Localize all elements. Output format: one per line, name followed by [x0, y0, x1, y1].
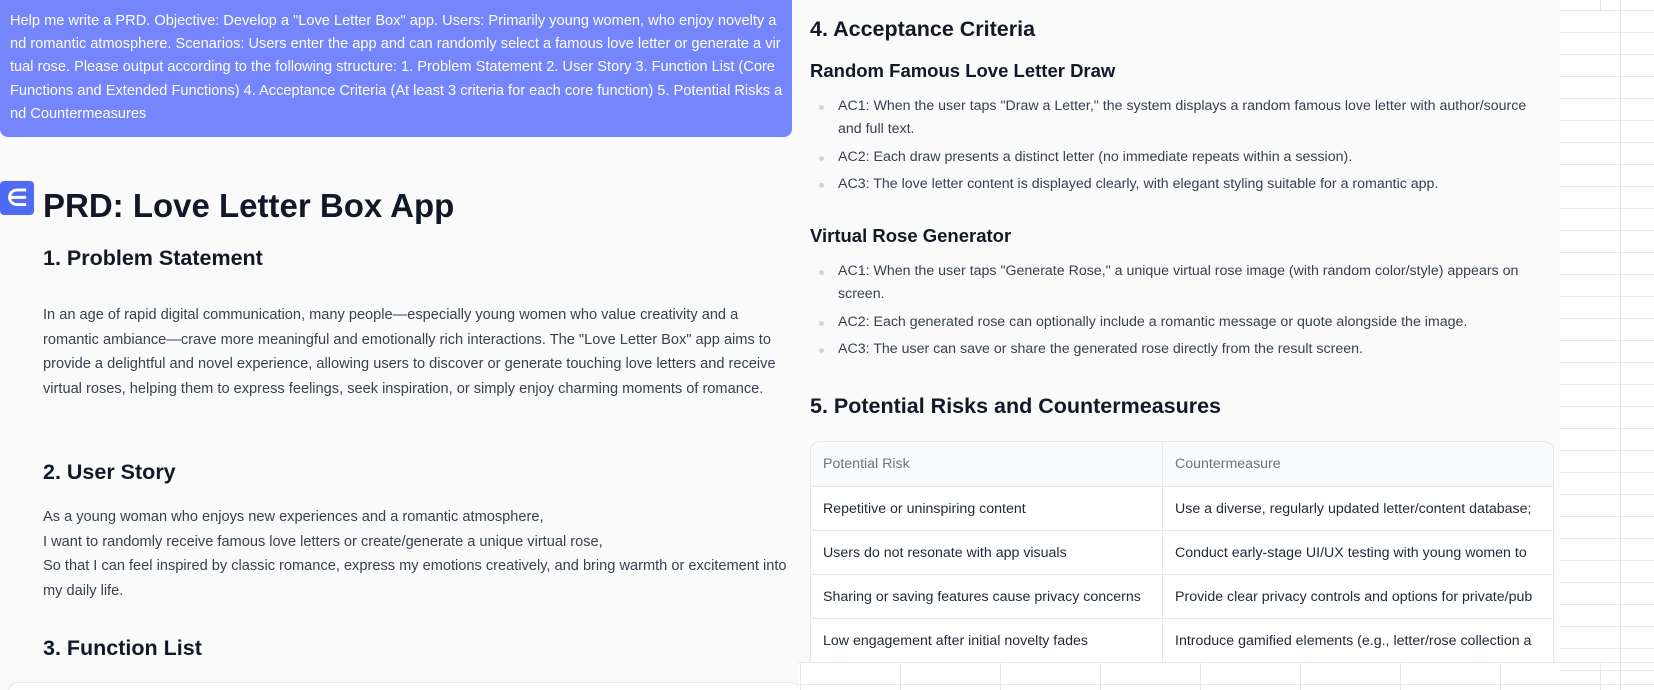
risks-heading: 5. Potential Risks and Countermeasures: [810, 394, 1222, 418]
chat-panel: [0, 0, 798, 690]
risk-cell: Repetitive or uninspiring content: [811, 487, 1163, 531]
column-header: Countermeasure: [1163, 442, 1553, 487]
table-row: [811, 619, 1553, 662]
function-list-table: [8, 682, 798, 690]
risk-cell: Sharing or saving features cause privacy concerns: [811, 575, 1163, 619]
ac-item: AC3: The love letter content is displayed clearly, with elegant styling suitable for a romantic app.: [810, 173, 1550, 196]
table-row: [811, 531, 1553, 575]
ac-item: AC3: The user can save or share the generated rose directly from the result screen.: [810, 338, 1550, 361]
countermeasure-cell: Use a diverse, regularly updated letter/content database;: [1163, 487, 1553, 531]
countermeasure-cell: Introduce gamified elements (e.g., letter/rose collection a: [1175, 632, 1532, 649]
ac-list-rose-generator: [810, 260, 1550, 366]
ac-item: AC2: Each generated rose can optionally include a romantic message or quote alongside the image.: [810, 311, 1550, 334]
ac-item: AC1: When the user taps "Generate Rose," a unique virtual rose image (with random color/style) appears on screen.: [810, 260, 1550, 306]
user-prompt-bubble[interactable]: Help me write a PRD. Objective: Develop a "Love Letter Box" app. Users: Primarily young women, who enjoy novelty and romantic atmosphere. Scenarios: Users enter the app and can randomly select a famous love letter or generate a virtual rose. Please output according to the following structure: 1. Problem Statement 2. User Story 3. Function List (Core Functions and Extended Functions) 4. Acceptance Criteria (At least 3 criteria for each core function) 5. Potential Risks and Countermeasures: [0, 0, 792, 137]
ac-group-title-rose-generator: Virtual Rose Generator: [810, 225, 1012, 246]
problem-statement-heading: 1. Problem Statement: [43, 246, 263, 270]
problem-statement-text: In an age of rapid digital communication, many people—especially young women who value creativity and a romantic ambiance—crave more meaningful and emotionally rich interactions. The "Love Letter Box" app aims to provide a delightful and novel experience, allowing users to discover or generate touching love letters and receive virtual roses, helping them to express feelings, seek inspiration, or simply enjoy charming moments of romance.: [43, 307, 776, 397]
user-story-line: I want to randomly receive famous love letters or create/generate a unique virtual rose,: [43, 533, 603, 550]
countermeasure-cell: Provide clear privacy controls and options for private/pub: [1163, 575, 1553, 619]
risks-table: [810, 441, 1554, 663]
risk-cell: Users do not resonate with app visuals: [811, 531, 1163, 575]
table-row: [811, 575, 1553, 619]
countermeasure-cell: Conduct early-stage UI/UX testing with young women to: [1163, 531, 1553, 575]
user-story-line: As a young woman who enjoys new experiences and a romantic atmosphere,: [43, 509, 544, 525]
assistant-logo-icon: ∈: [0, 181, 34, 215]
ac-list-letter-draw: [810, 95, 1550, 201]
background-grid-bottom: [795, 662, 1654, 690]
ac-group-title-letter-draw: Random Famous Love Letter Draw: [810, 60, 1116, 81]
acceptance-criteria-heading: 4. Acceptance Criteria: [810, 17, 1036, 41]
document-continued-panel: [798, 0, 1560, 662]
user-story-heading: 2. User Story: [43, 460, 176, 484]
function-list-heading: 3. Function List: [43, 636, 202, 660]
user-story-text: [43, 505, 791, 603]
table-row: [811, 487, 1553, 531]
background-grid: [1560, 0, 1654, 690]
ac-item: AC2: Each draw presents a distinct letter (no immediate repeats within a session).: [810, 146, 1550, 169]
column-header: Potential Risk: [811, 442, 1163, 487]
risk-cell: Low engagement after initial novelty fades: [811, 619, 1163, 662]
ac-item: AC1: When the user taps "Draw a Letter," the system displays a random famous love letter with author/source and full text.: [810, 95, 1550, 141]
document-title: PRD: Love Letter Box App: [43, 187, 455, 224]
user-story-line: So that I can feel inspired by classic romance, express my emotions creatively, and bring warmth or excitement into my daily life.: [43, 558, 787, 599]
table-header-row: [811, 442, 1553, 487]
